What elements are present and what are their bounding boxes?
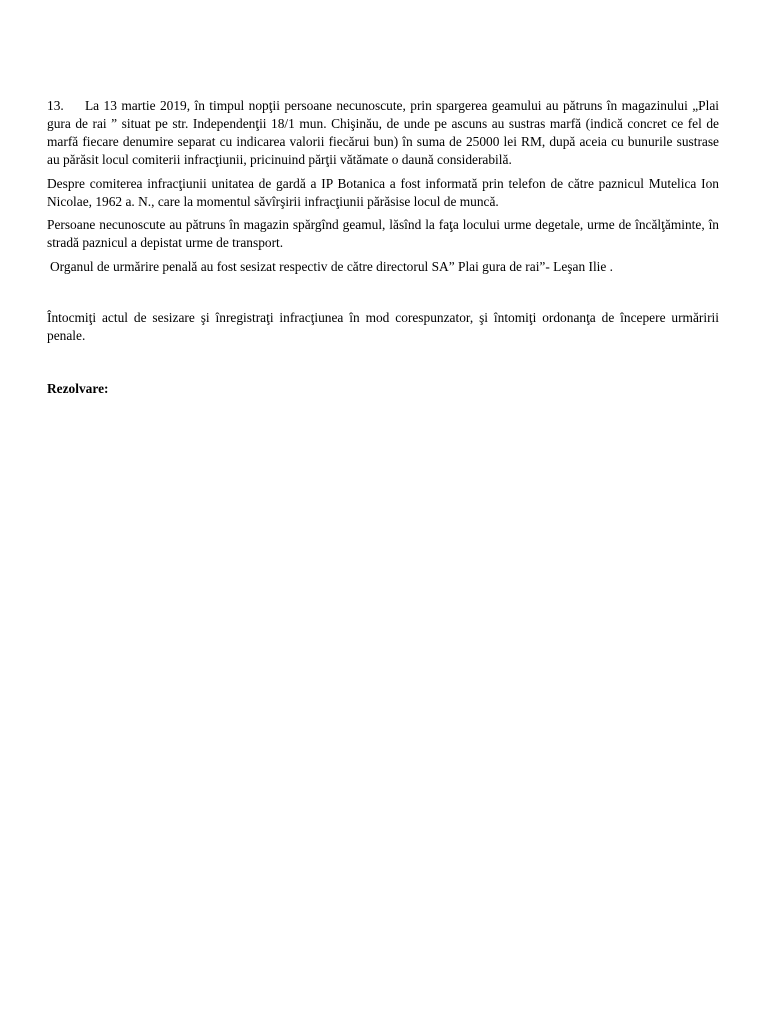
notification-paragraph: Organul de urmărire penală au fost sesizat respectiv de către directorul SA” Plai gura de rai”- Leşan Ilie . xyxy=(50,259,614,274)
task-instructions: Întocmiţi actul de sesizare şi înregistraţi infracţiunea în mod corespunzator, şi întomiţi ordonanţa de începere urmăririi penale. xyxy=(47,310,719,343)
case-paragraph xyxy=(47,97,719,169)
report-source-paragraph: Despre comiterea infracţiunii unitatea de gardă a IP Botanica a fost informată prin telefon de către paznicul Mutelica Ion Nicolae, 1962 a. N., care la momentul săvîrşirii infracţiunii părăsise locul de muncă. xyxy=(47,176,719,209)
document-page xyxy=(47,97,719,398)
evidence-paragraph: Persoane necunoscute au pătruns în magazin spărgînd geamul, lăsînd la faţa locului urme degetale, urme de încălţăminte, în stradă paznicul a depistat urme de transport. xyxy=(47,217,719,250)
case-description-text: La 13 martie 2019, în timpul nopţii persoane necunoscute, prin spargerea geamului au pătruns în magazinului „Plai gura de rai ” situat pe str. Independenţii 18/1 mun. Chişinău, de unde pe ascuns au sustras marfă (indică concret ce fel de marfă fiecare denumire separat cu indicarea valorii fiecărui bun) în suma de 25000 lei RM, după aceia cu bunurile sustrase au părăsit locul comiterii infracţiunii, pricinuind părţii vătămate o daună considerabilă. xyxy=(47,98,719,167)
item-number: 13. xyxy=(47,98,64,113)
solution-heading: Rezolvare: xyxy=(47,381,109,396)
